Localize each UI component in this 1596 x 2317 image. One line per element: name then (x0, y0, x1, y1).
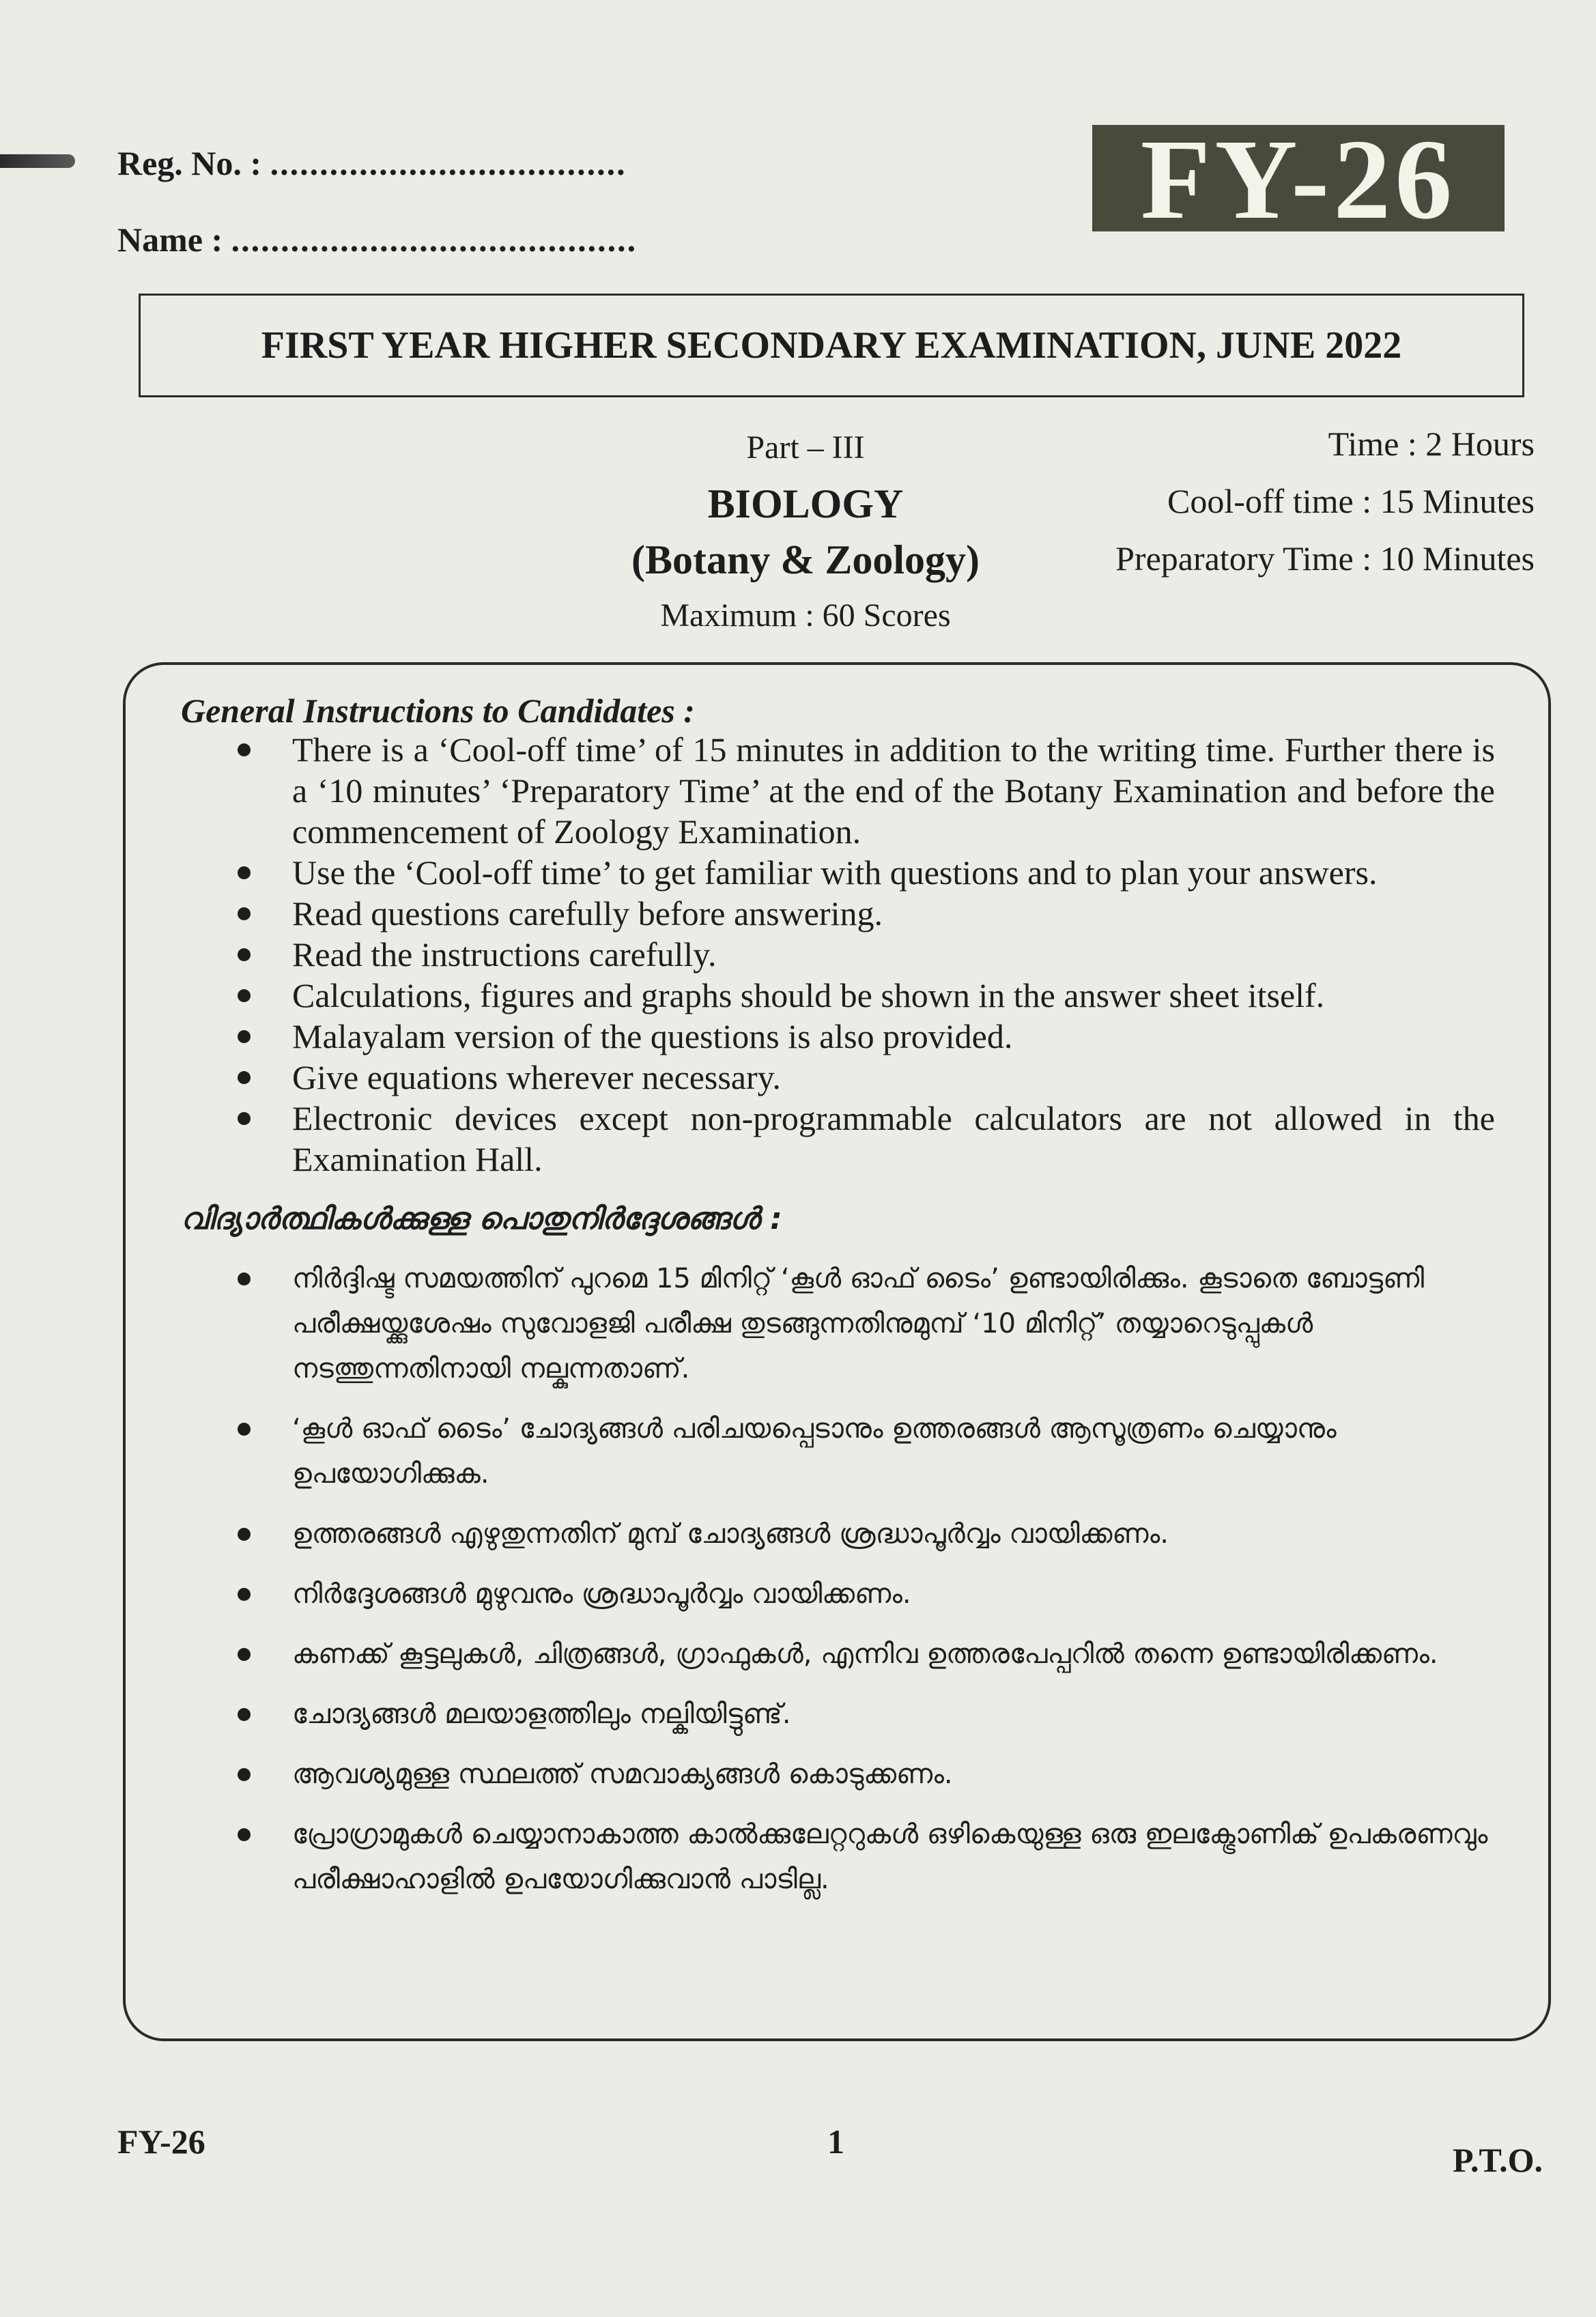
instruction-item: Read the instructions carefully. (225, 934, 1495, 975)
subject-subtitle: (Botany & Zoology) (631, 537, 980, 582)
time-preparatory: Preparatory Time : 10 Minutes (1115, 539, 1535, 578)
instructions-ml-list (225, 1256, 1495, 1917)
reg-no-label: Reg. No. : (117, 144, 270, 182)
footer-paper-code: FY-26 (117, 2122, 205, 2161)
time-block (920, 415, 1535, 587)
exam-title-box (139, 294, 1524, 397)
instruction-ml-item: ‘കൂൾ ഓഫ് ടൈം’ ചോദ്യങ്ങൾ പരിചയപ്പെടാനും ഉത്തരങ്ങൾ ആസൂത്രണം ചെയ്യാനും ഉപയോഗിക്കുക. (225, 1406, 1495, 1496)
reg-no-line (117, 143, 627, 183)
time-total: Time : 2 Hours (1328, 425, 1535, 463)
instruction-item: Malayalam version of the questions is also provided. (225, 1016, 1495, 1057)
instruction-ml-item: പ്രോഗ്രാമുകൾ ചെയ്യാനാകാത്ത കാൽക്കുലേറ്ററുകൾ ഒഴികെയുള്ള ഒരു ഇലക്ട്രോണിക് ഉപകരണവും പരീക്ഷാഹാളിൽ ഉപയോഗിക്കുവാൻ പാടില്ല. (225, 1812, 1495, 1902)
instruction-item: There is a ‘Cool-off time’ of 15 minutes in addition to the writing time. Further there is a ‘10 minutes’ ‘Preparatory Time’ at the end of the Botany Examination and before the commencement of Zoology Examination. (225, 729, 1495, 852)
scan-mark (0, 154, 75, 168)
instruction-ml-item: നിർദ്ദിഷ്ട സമയത്തിന് പുറമെ 15 മിനിറ്റ് ‘കൂൾ ഓഫ് ടൈം’ ഉണ്ടായിരിക്കും. കൂടാതെ ബോട്ടണി പരീക്ഷയ്ക്കുശേഷം സുവോളജി പരീക്ഷ തുടങ്ങുന്നതിനുമുമ്പ് ‘10 മിനിറ്റ്’ തയ്യാറെടുപ്പുകൾ നടത്തുന്നതിനായി നല്കുന്നതാണ്. (225, 1256, 1495, 1391)
part-label: Part – III (746, 429, 865, 466)
instruction-ml-item: ഉത്തരങ്ങൾ എഴുതുന്നതിന് മുമ്പ് ചോദ്യങ്ങൾ ശ്രദ്ധാപൂർവ്വം വായിക്കണം. (225, 1511, 1495, 1556)
instruction-ml-item: ചോദ്യങ്ങൾ മലയാളത്തിലും നല്കിയിട്ടുണ്ട്. (225, 1692, 1495, 1737)
instructions-title: General Instructions to Candidates : (181, 692, 695, 730)
instruction-ml-item: കണക്ക് കൂട്ടലുകൾ, ചിത്രങ്ങൾ, ഗ്രാഫുകൾ, എന്നിവ ഉത്തരപേപ്പറിൽ തന്നെ ഉണ്ടായിരിക്കണം. (225, 1632, 1495, 1677)
name-dots: ......................................... (231, 221, 638, 259)
instruction-item: Electronic devices except non-programmable calculators are not allowed in the Examination Hall. (225, 1098, 1495, 1180)
footer-page-number: 1 (827, 2122, 844, 2161)
footer-pto: P.T.O. (1453, 2141, 1543, 2179)
instructions-list (225, 729, 1495, 1180)
instruction-item: Calculations, figures and graphs should be shown in the answer sheet itself. (225, 975, 1495, 1016)
reg-no-dots: .................................... (270, 144, 627, 182)
instructions-ml-title: വിദ്യാർത്ഥികൾക്കുള്ള പൊതുനിർദ്ദേശങ്ങൾ : (181, 1202, 782, 1236)
instruction-ml-item: ആവശ്യമുള്ള സ്ഥലത്ത് സമവാക്യങ്ങൾ കൊടുക്കണം. (225, 1752, 1495, 1797)
instruction-item: Use the ‘Cool-off time’ to get familiar with questions and to plan your answers. (225, 852, 1495, 893)
subject-title: BIOLOGY (707, 481, 904, 526)
name-label: Name : (117, 221, 231, 259)
name-line (117, 220, 637, 259)
exam-title: FIRST YEAR HIGHER SECONDARY EXAMINATION, JUNE 2022 (261, 324, 1402, 367)
instruction-ml-item: നിർദ്ദേശങ്ങൾ മുഴുവനും ശ്രദ്ധാപൂർവ്വം വായിക്കണം. (225, 1572, 1495, 1617)
instruction-item: Give equations wherever necessary. (225, 1057, 1495, 1098)
instruction-item: Read questions carefully before answering. (225, 893, 1495, 934)
maximum-score: Maximum : 60 Scores (660, 597, 951, 634)
time-cool-off: Cool-off time : 15 Minutes (1167, 482, 1535, 520)
paper-code-badge: FY-26 (1092, 125, 1505, 231)
